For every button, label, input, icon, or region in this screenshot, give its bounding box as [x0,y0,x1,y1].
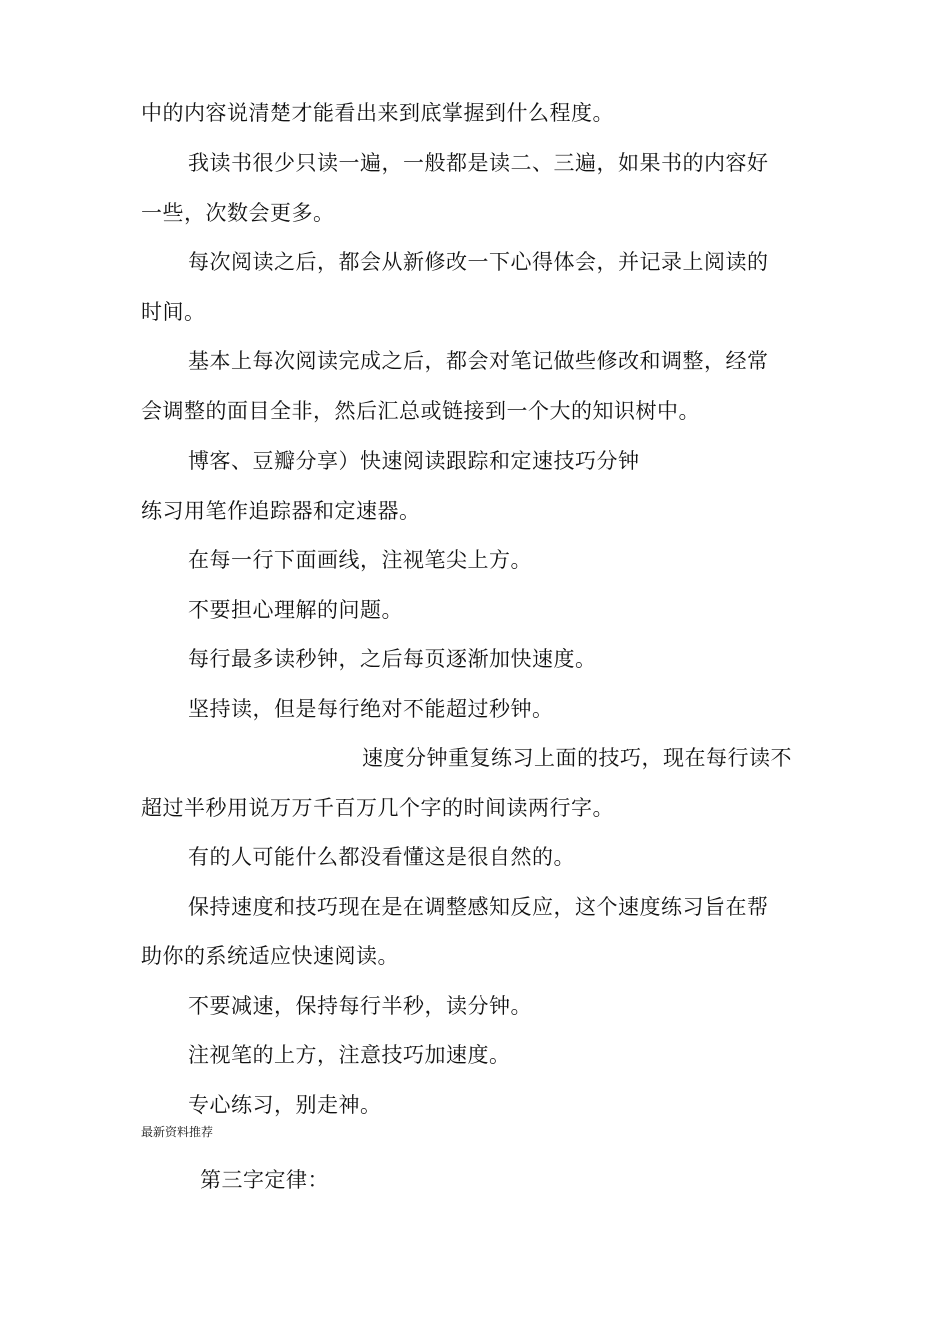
next-heading: 第三字定律： [200,1168,329,1192]
text-line-1: 中的内容说清楚才能看出来到底掌握到什么程度。 [141,101,614,125]
text-line-19: 不要减速，保持每行半秒，读分钟。 [188,994,532,1018]
text-line-2: 我读书很少只读一遍，一般都是读二、三遍，如果书的内容好 [188,151,769,175]
text-line-5: 时间。 [141,300,206,324]
text-line-11: 不要担心理解的问题。 [188,598,403,622]
text-line-17: 保持速度和技巧现在是在调整感知反应，这个速度练习旨在帮 [188,895,769,919]
text-line-8: 博客、豆瓣分享）快速阅读跟踪和定速技巧分钟 [188,449,640,473]
text-line-15: 超过半秒用说万万千百万几个字的时间读两行字。 [141,796,614,820]
text-line-21: 专心练习，别走神。 [188,1093,382,1117]
text-line-16: 有的人可能什么都没看懂这是很自然的。 [188,845,575,869]
text-line-7: 会调整的面目全非，然后汇总或链接到一个大的知识树中。 [141,399,700,423]
text-line-4: 每次阅读之后，都会从新修改一下心得体会，并记录上阅读的 [188,250,769,274]
text-line-6: 基本上每次阅读完成之后，都会对笔记做些修改和调整，经常 [188,349,769,373]
text-line-12: 每行最多读秒钟，之后每页逐渐加快速度。 [188,647,597,671]
text-line-3: 一些，次数会更多。 [141,201,335,225]
text-line-9: 练习用笔作追踪器和定速器。 [141,499,421,523]
text-line-18: 助你的系统适应快速阅读。 [141,944,399,968]
text-line-14: 速度分钟重复练习上面的技巧，现在每行读不 [362,746,792,770]
text-line-10: 在每一行下面画线，注视笔尖上方。 [188,548,532,572]
text-line-20: 注视笔的上方，注意技巧加速度。 [188,1043,511,1067]
text-line-13: 坚持读，但是每行绝对不能超过秒钟。 [188,697,554,721]
footer-note: 最新资料推荐 [141,1125,214,1139]
